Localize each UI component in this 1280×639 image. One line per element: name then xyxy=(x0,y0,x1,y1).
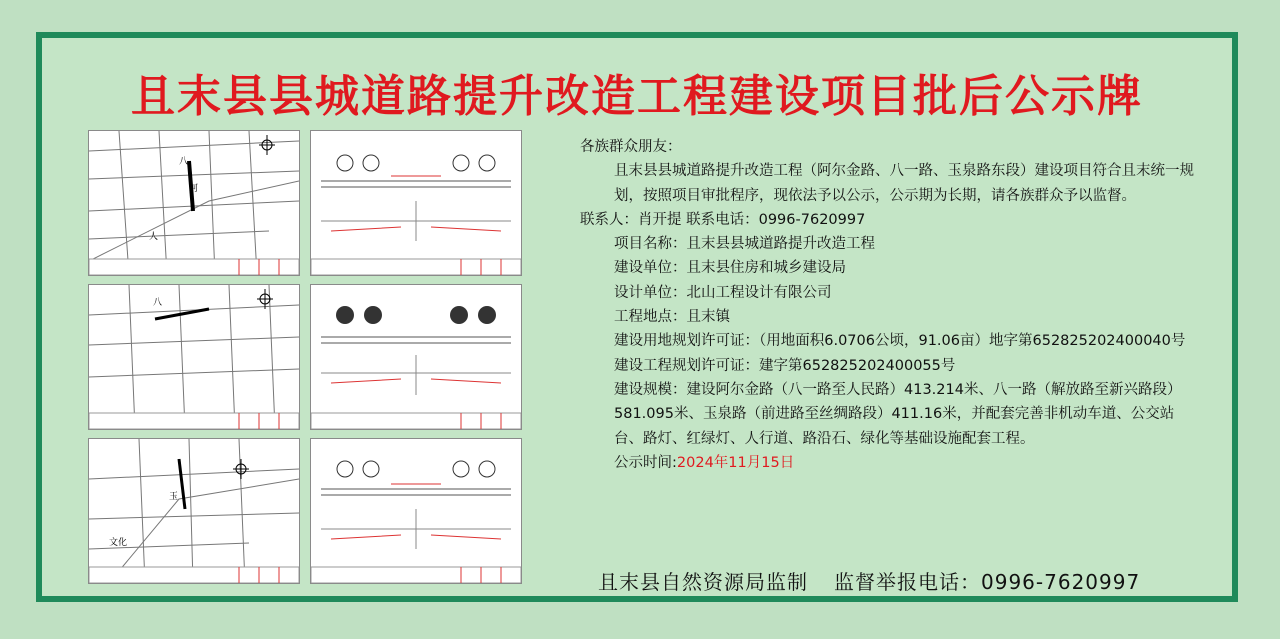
notice-text xyxy=(580,135,1200,475)
section-panel-3 xyxy=(310,438,522,584)
map-panel-3 xyxy=(88,438,300,584)
map3-label-yu: 玉 xyxy=(169,492,179,502)
supervisor: 且末县自然资源局监制 xyxy=(598,570,808,594)
section-panel-1 xyxy=(310,130,522,276)
notice-board xyxy=(36,32,1238,602)
greeting: 各族群众朋友： xyxy=(580,139,682,155)
hotline: 监督举报电话：0996-7620997 xyxy=(834,570,1141,594)
map2-label-ba: 八 xyxy=(153,298,163,308)
location-map-bayi-road xyxy=(89,285,299,429)
date-label: 公示时间: xyxy=(614,454,677,471)
land-permit: 建设用地规划许可证：（用地面积6.0706公顷，91.06亩）地字第652825202400040号 xyxy=(614,333,1186,350)
date-value: 2024年11月15日 xyxy=(676,454,795,471)
project-name: 项目名称：且末县县城道路提升改造工程 xyxy=(614,236,875,253)
tree-icon xyxy=(336,306,496,324)
location: 工程地点：且末镇 xyxy=(614,309,730,326)
cross-section-drawing-2 xyxy=(311,285,521,429)
section-panel-2 xyxy=(310,284,522,430)
map-panel-1 xyxy=(88,130,300,276)
map-panel-2 xyxy=(88,284,300,430)
map1-label-ba: 八 xyxy=(179,157,189,167)
designer: 设计单位：北山工程设计有限公司 xyxy=(614,284,832,301)
contact-line: 联系人：肖开提 联系电话：0996-7620997 xyxy=(580,211,866,228)
builder: 建设单位：且末县住房和城乡建设局 xyxy=(614,260,846,277)
tree-icon xyxy=(337,155,495,171)
location-map-yuquan-road xyxy=(89,439,299,583)
intro-paragraph: 且末县县城道路提升改造工程（阿尔金路、八一路、玉泉路东段）建设项目符合且末统一规划，按照项目审批程序，现依法予以公示，公示期为长期，请各族群众予以监督。 xyxy=(614,163,1194,204)
project-permit: 建设工程规划许可证：建字第652825202400055号 xyxy=(614,357,956,374)
cross-section-drawing-1 xyxy=(311,131,521,275)
board-title: 且末县县城道路提升改造工程建设项目批后公示牌 xyxy=(131,71,1143,122)
north-arrow-icon xyxy=(233,459,249,479)
map1-label-a: 阿 xyxy=(189,184,199,194)
cross-section-drawing-3 xyxy=(311,439,521,583)
construction-scale: 建设规模：建设阿尔金路（八一路至人民路）413.214米、八一路（解放路至新兴路段）581.095米、玉泉路（前进路至丝绸路段）411.16米，并配套完善非机动车道、公交站台、路灯、红绿灯、人行道、路沿石、绿化等基础设施配套工程。 xyxy=(614,381,1182,447)
north-arrow-icon xyxy=(259,135,275,155)
footer xyxy=(598,566,1166,595)
location-map-alrjin-road xyxy=(89,131,299,275)
notice-date xyxy=(580,451,1200,475)
map1-label-ren: 人 xyxy=(149,232,159,242)
tree-icon xyxy=(337,461,495,477)
map3-label-wenhua: 文化 xyxy=(109,538,128,548)
